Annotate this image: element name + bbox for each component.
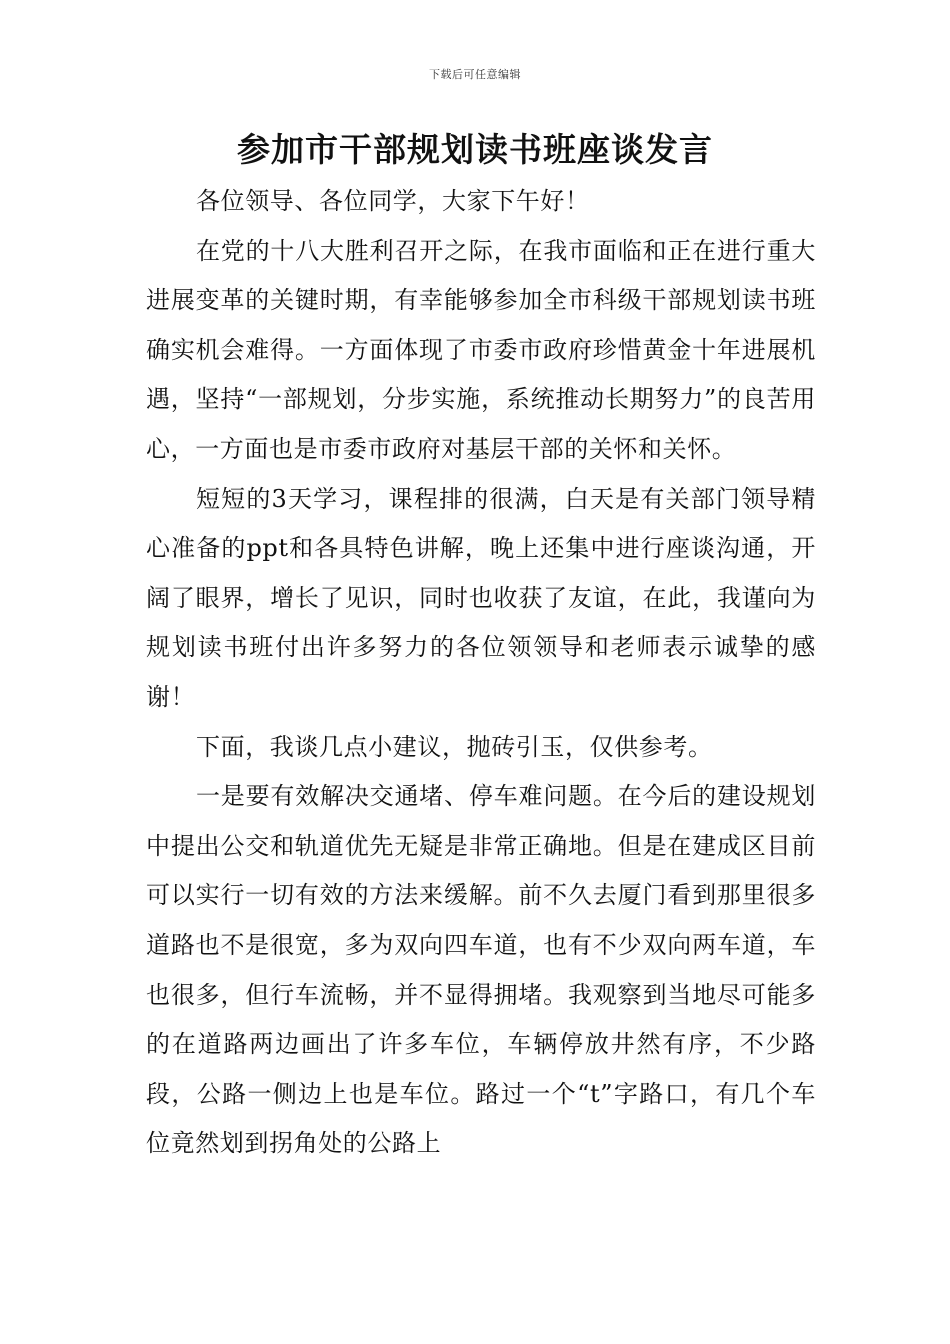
paragraph-opening: 在党的十八大胜利召开之际，在我市面临和正在进行重大进展变革的关键时期，有幸能够参加全市科级干部规划读书班确实机会难得。一方面体现了市委市政府珍惜黄金十年进展机遇，坚持“一部规划，分步实施，系统推动长期努力”的良苦用心，一方面也是市委市政府对基层干部的关怀和关怀。: [146, 236, 816, 463]
paragraph-suggestion-one: 一是要有效解决交通堵、停车难问题。在今后的建设规划中提出公交和轨道优先无疑是非常正确地。但是在建成区目前可以实行一切有效的方法来缓解。前不久去厦门看到那里很多道路也不是很宽，多为双向四车道，也有不少双向两车道，车也很多，但行车流畅，并不显得拥堵。我观察到当地尽可能多的在道路两边画出了许多车位，车辆停放井然有序，不少路段，公路一侧边上也是车位。路过一个“t”字路口，有几个车位竟然划到拐角处的公路上: [146, 782, 816, 1158]
document-body: [146, 177, 816, 1169]
document-title: 参加市干部规划读书班座谈发言: [237, 130, 713, 169]
paragraph-greeting: 各位领导、各位同学，大家下午好！: [196, 187, 590, 215]
paragraph-study: 短短的3天学习，课程排的很满，白天是有关部门领导精心准备的ppt和各具特色讲解，晚上还集中进行座谈沟通，开阔了眼界，增长了见识，同时也收获了友谊，在此，我谨向为规划读书班付出许多努力的各位领领导和老师表示诚挚的感谢！: [146, 484, 816, 711]
header-note: 下载后可任意编辑: [429, 68, 521, 81]
paragraph-intro-suggestions: 下面，我谈几点小建议，抛砖引玉，仅供参考。: [196, 732, 713, 761]
